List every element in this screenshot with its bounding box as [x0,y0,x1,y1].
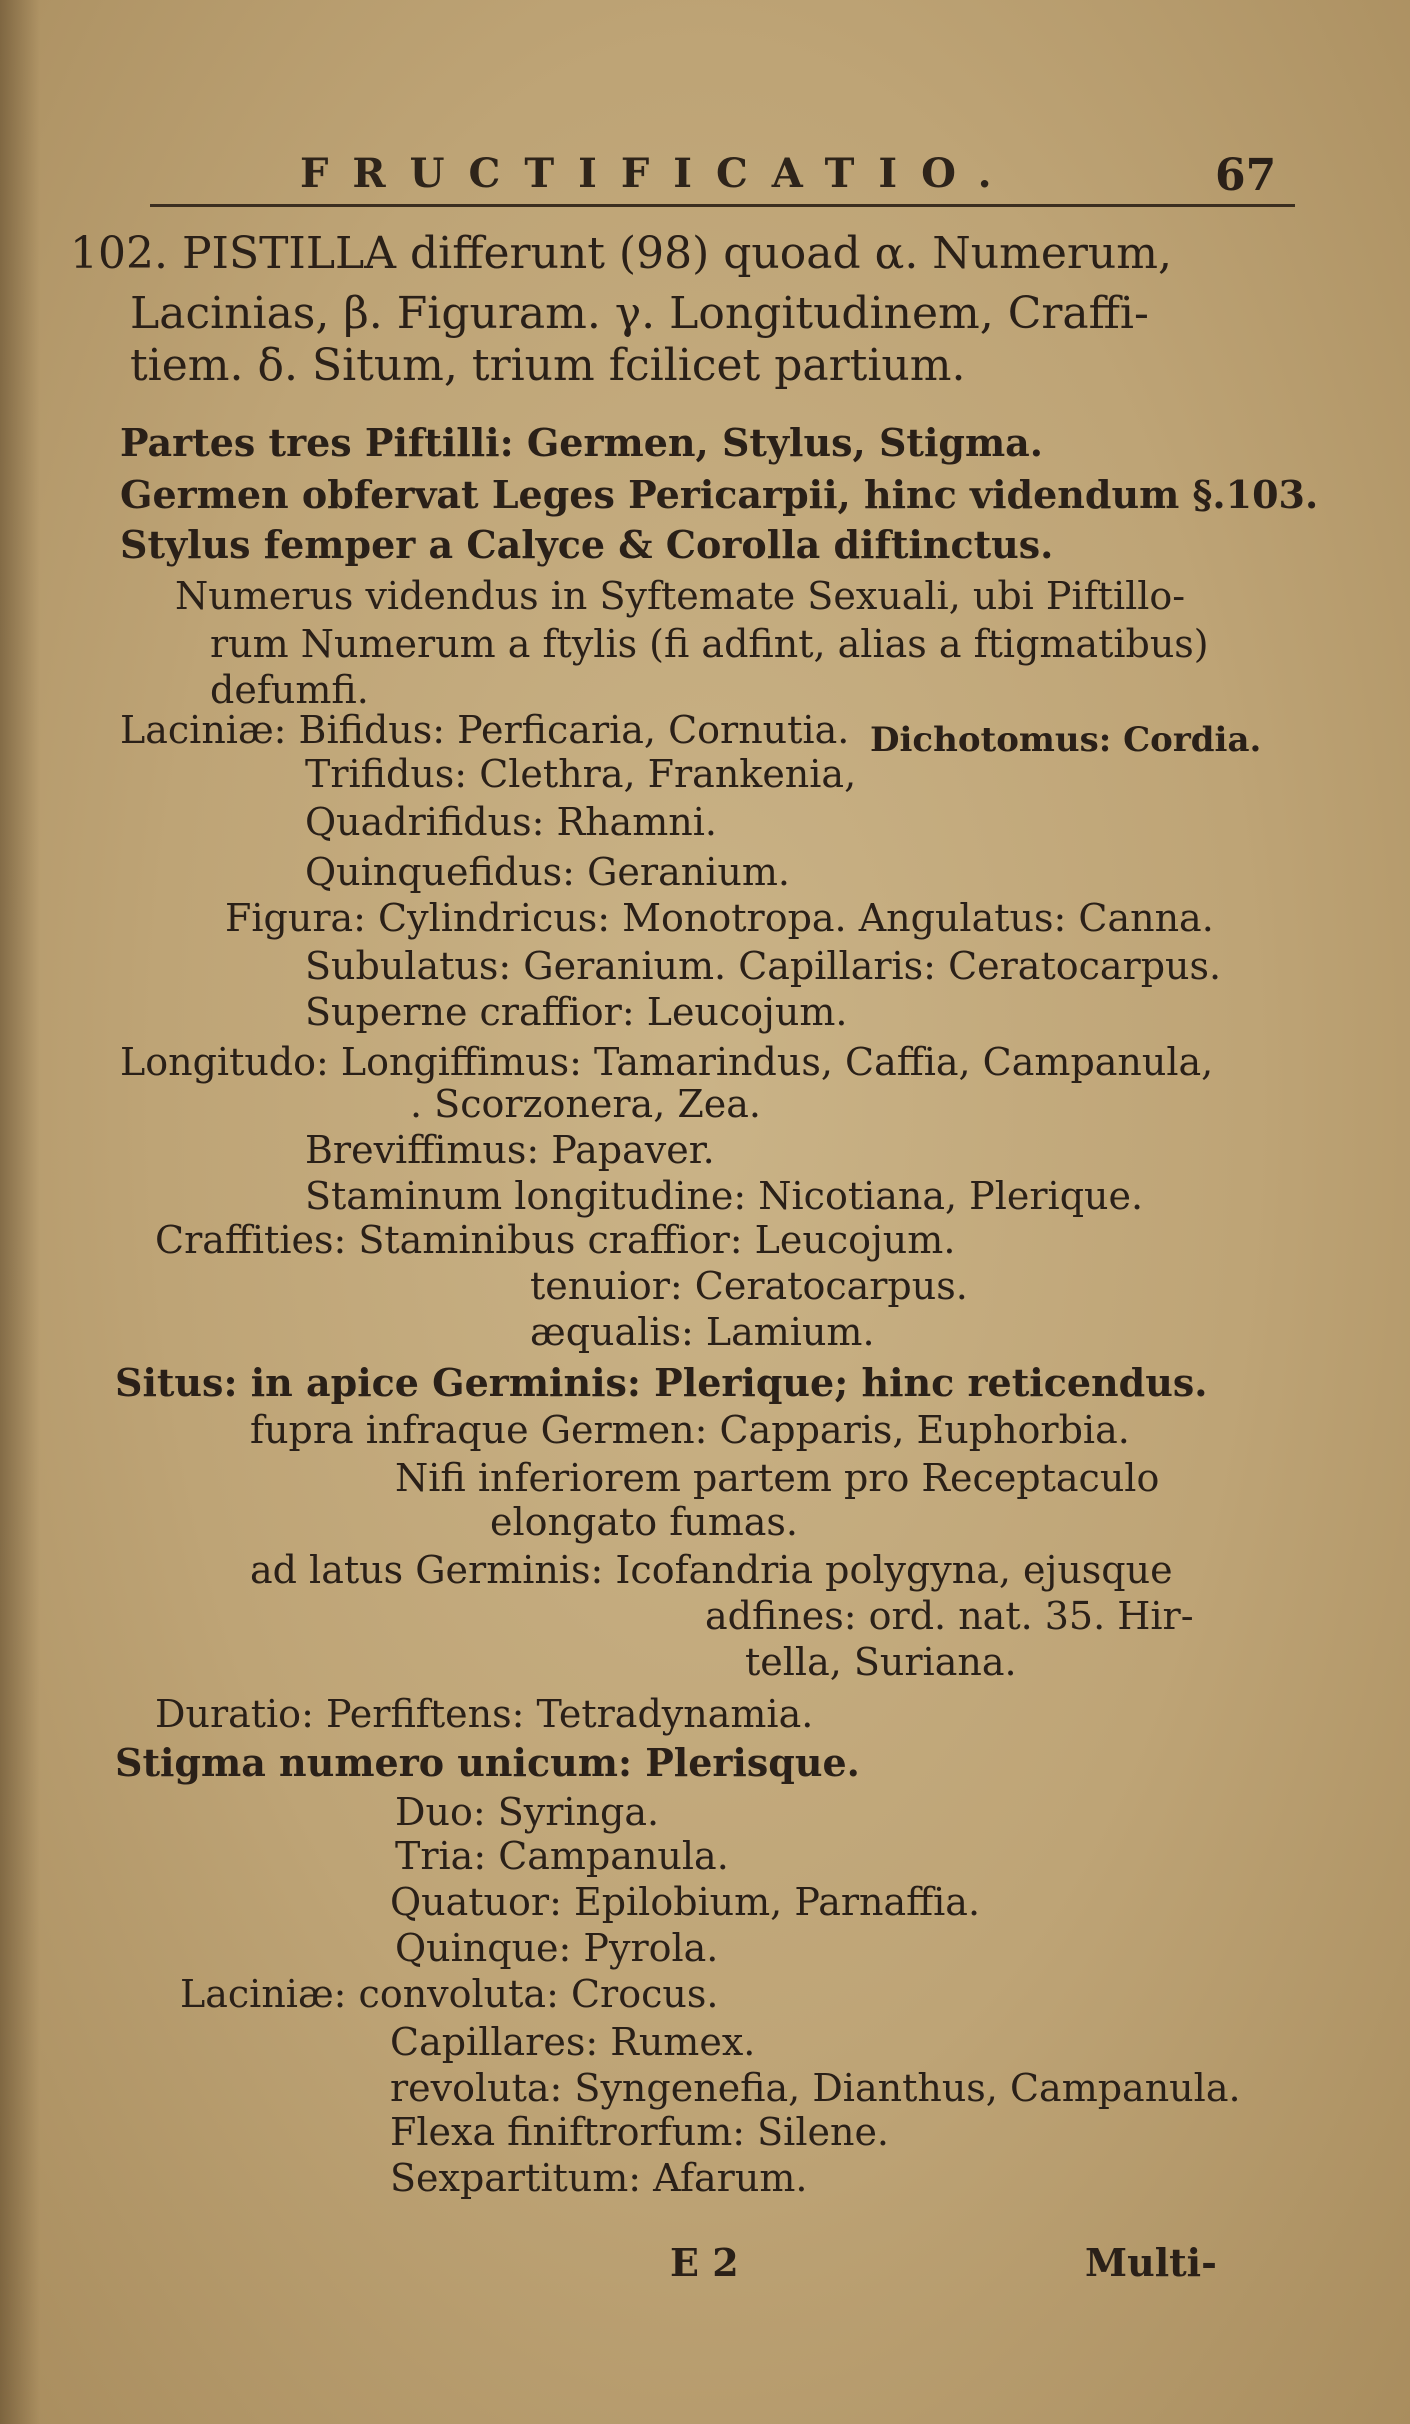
body-line: Figura: Cylindricus: Monotropa. Angulatus: Canna. [225,896,1214,940]
body-line: . Scorzonera, Zea. [410,1082,761,1126]
body-line: Quinquefidus: Geranium. [305,850,790,894]
body-line: Laciniæ: Bifidus: Perficaria, Cornutia. [120,708,850,752]
body-line: fupra infraque Germen: Capparis, Euphorbia. [250,1408,1130,1452]
body-line: Superne craffior: Leucojum. [305,990,848,1034]
body-line: Duo: Syringa. [395,1790,660,1834]
dichotomus-note: Dichotomus: Cordia. [870,720,1262,760]
body-line: defumfi. [210,668,369,712]
body-line: revoluta: Syngenefia, Dianthus, Campanula. [390,2066,1241,2110]
body-line: Stylus femper a Calyce & Corolla diftinctus. [120,522,1054,567]
para-102-line-2: Lacinias, β. Figuram. γ. Longitudinem, Craffi- [130,288,1149,339]
para-102-line-3: tiem. δ. Situm, trium fcilicet partium. [130,340,966,391]
body-line: Partes tres Piftilli: Germen, Stylus, Stigma. [120,420,1044,465]
running-title: FRUCTIFICATIO. [300,150,1016,197]
body-line: ad latus Germinis: Icofandria polygyna, ejusque [250,1548,1173,1592]
body-line: Longitudo: Longiffimus: Tamarindus, Caffia, Campanula, [120,1040,1214,1084]
catchword: Multi- [1085,2240,1217,2285]
header-rule [150,204,1295,207]
body-line: Duratio: Perfiftens: Tetradynamia. [155,1692,814,1736]
body-line: tenuior: Ceratocarpus. [530,1264,968,1308]
body-line: Craffities: Staminibus craffior: Leucojum. [155,1218,956,1262]
body-line: Situs: in apice Germinis: Plerique; hinc reticendus. [115,1360,1208,1405]
body-line: æqualis: Lamium. [530,1310,875,1354]
signature-mark: E 2 [670,2240,739,2285]
body-line: Breviffimus: Papaver. [305,1128,715,1172]
body-line: Staminum longitudine: Nicotiana, Plerique. [305,1174,1144,1218]
body-line: adfines: ord. nat. 35. Hir- [705,1594,1194,1638]
body-line: elongato fumas. [490,1500,799,1544]
body-line: Capillares: Rumex. [390,2020,756,2064]
body-line: Germen obfervat Leges Pericarpii, hinc videndum §.103. [120,472,1319,517]
body-line: Quinque: Pyrola. [395,1926,719,1970]
body-line: Quadrifidus: Rhamni. [305,800,717,844]
body-line: rum Numerum a ftylis (fi adfint, alias a ftigmatibus) [210,622,1209,666]
body-line: Nifi inferiorem partem pro Receptaculo [395,1456,1160,1500]
body-line: Tria: Campanula. [395,1834,729,1878]
body-line: tella, Suriana. [745,1640,1017,1684]
body-line: Stigma numero unicum: Plerisque. [115,1740,860,1785]
body-line: Numerus videndus in Syftemate Sexuali, ubi Piftillo- [175,574,1186,618]
body-line: Trifidus: Clethra, Frankenia, [305,752,857,796]
page-number: 67 [1215,150,1277,201]
body-line: Laciniæ: convoluta: Crocus. [180,1972,719,2016]
body-line: Subulatus: Geranium. Capillaris: Ceratocarpus. [305,944,1222,988]
para-102-line-1: 102. PISTILLA differunt (98) quoad α. Numerum, [70,228,1172,279]
body-line: Sexpartitum: Afarum. [390,2156,808,2200]
body-line: Flexa finiftrorfum: Silene. [390,2110,890,2154]
body-line: Quatuor: Epilobium, Parnaffia. [390,1880,981,1924]
